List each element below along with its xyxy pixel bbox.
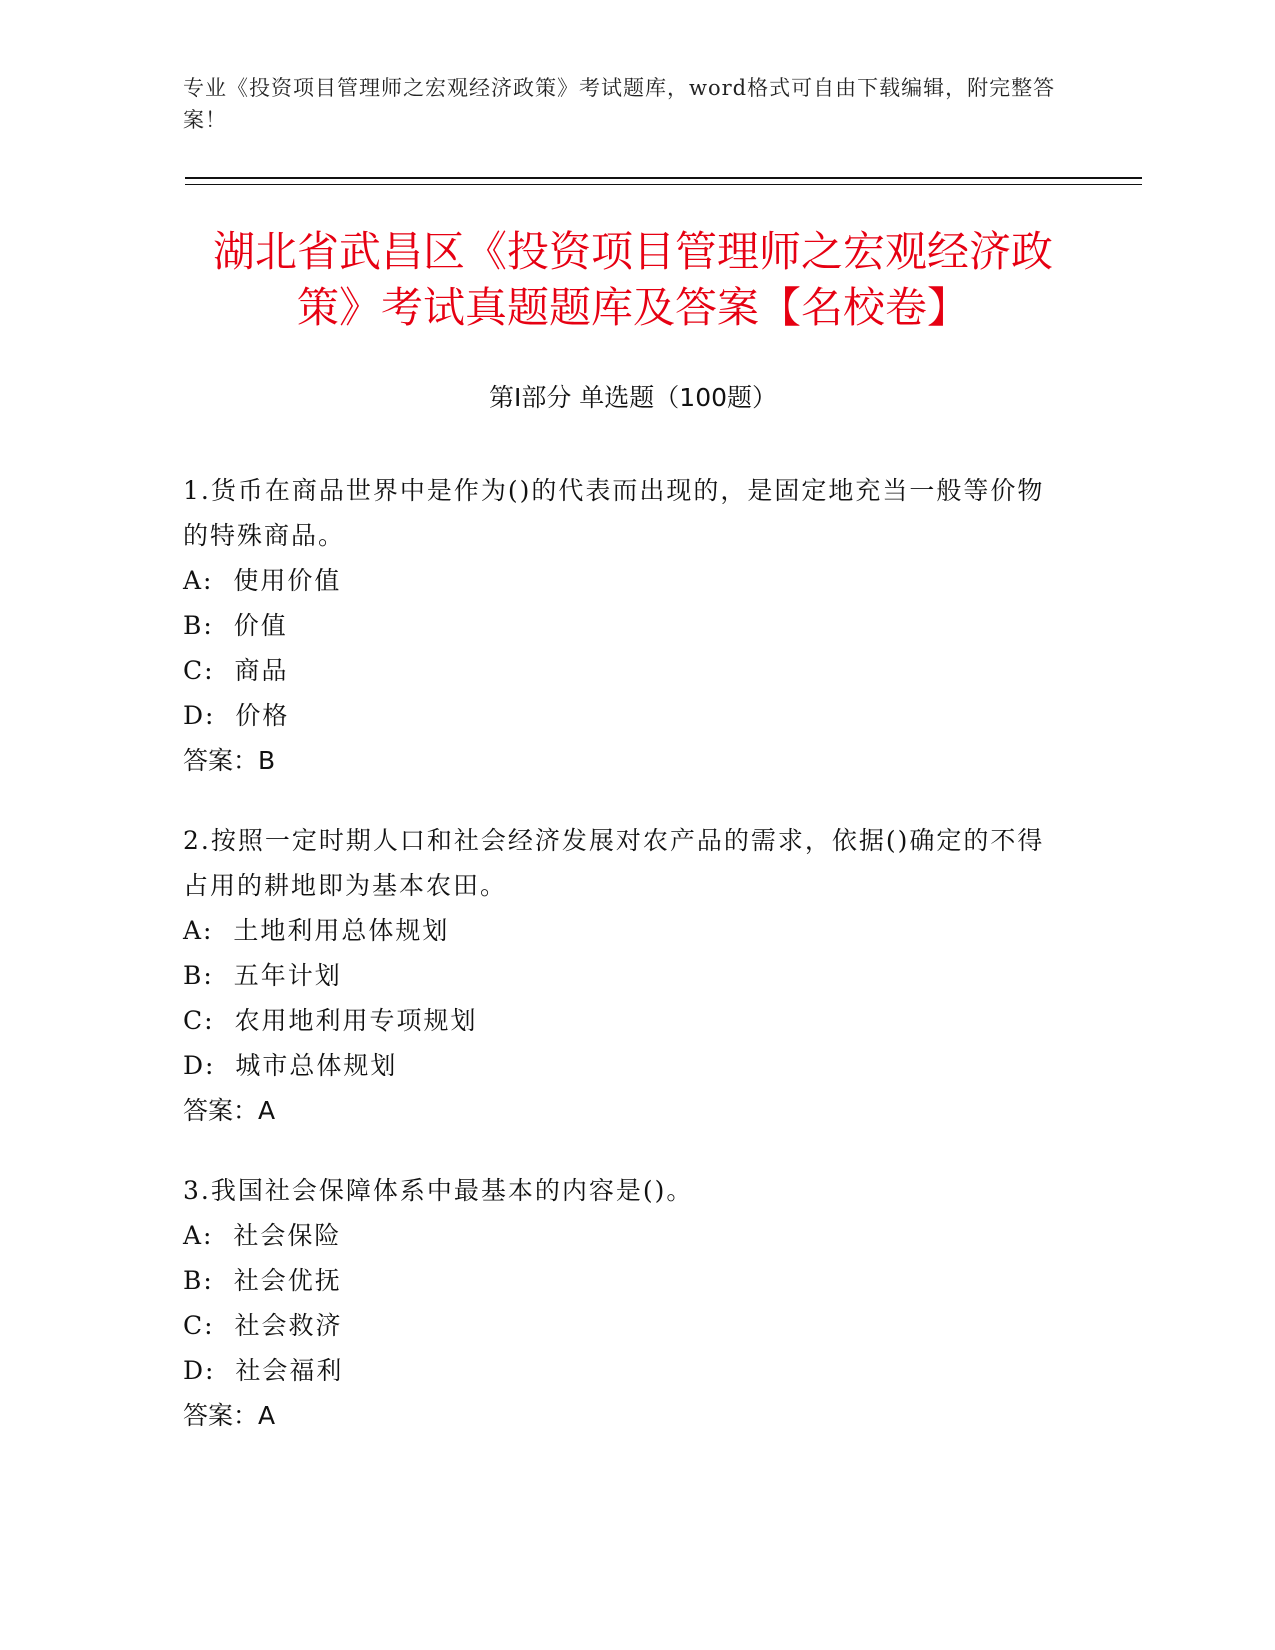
option-c: C: 社会救济 <box>183 1311 343 1340</box>
option-d: D: 价格 <box>183 701 290 730</box>
question-stem: 3.我国社会保障体系中最基本的内容是()。 <box>183 1176 694 1205</box>
option-b: B: 社会优抚 <box>183 1266 342 1295</box>
answer: 答案：B <box>183 746 276 775</box>
option-b: B: 五年计划 <box>183 961 342 990</box>
header-divider-thick <box>185 177 1142 179</box>
section-title: 第Ⅰ部分 单选题（100题） <box>488 383 778 412</box>
question-stem: 2.按照一定时期人口和社会经济发展对农产品的需求，依据()确定的不得占用的耕地即为基本农田。 <box>183 826 1045 900</box>
option-c: C: 农用地利用专项规划 <box>183 1006 478 1035</box>
header-divider-thin <box>185 184 1142 185</box>
option-a: A: 土地利用总体规划 <box>183 916 450 945</box>
question-1 <box>183 468 1053 783</box>
question-list <box>183 468 1053 1473</box>
question-3 <box>183 1168 1053 1438</box>
document-title: 湖北省武昌区《投资项目管理师之宏观经济政策》考试真题题库及答案【名校卷】 <box>212 227 1053 332</box>
option-b: B: 价值 <box>183 611 288 640</box>
question-stem: 1.货币在商品世界中是作为()的代表而出现的，是固定地充当一般等价物的特殊商品。 <box>183 476 1045 550</box>
option-d: D: 社会福利 <box>183 1356 344 1385</box>
option-a: A: 使用价值 <box>183 566 342 595</box>
question-2 <box>183 818 1053 1133</box>
header-note: 专业《投资项目管理师之宏观经济政策》考试题库，word格式可自由下载编辑，附完整答案！ <box>183 76 1056 132</box>
option-d: D: 城市总体规划 <box>183 1051 398 1080</box>
answer: 答案：A <box>183 1401 276 1430</box>
option-c: C: 商品 <box>183 656 289 685</box>
option-a: A: 社会保险 <box>183 1221 342 1250</box>
answer: 答案：A <box>183 1096 276 1125</box>
